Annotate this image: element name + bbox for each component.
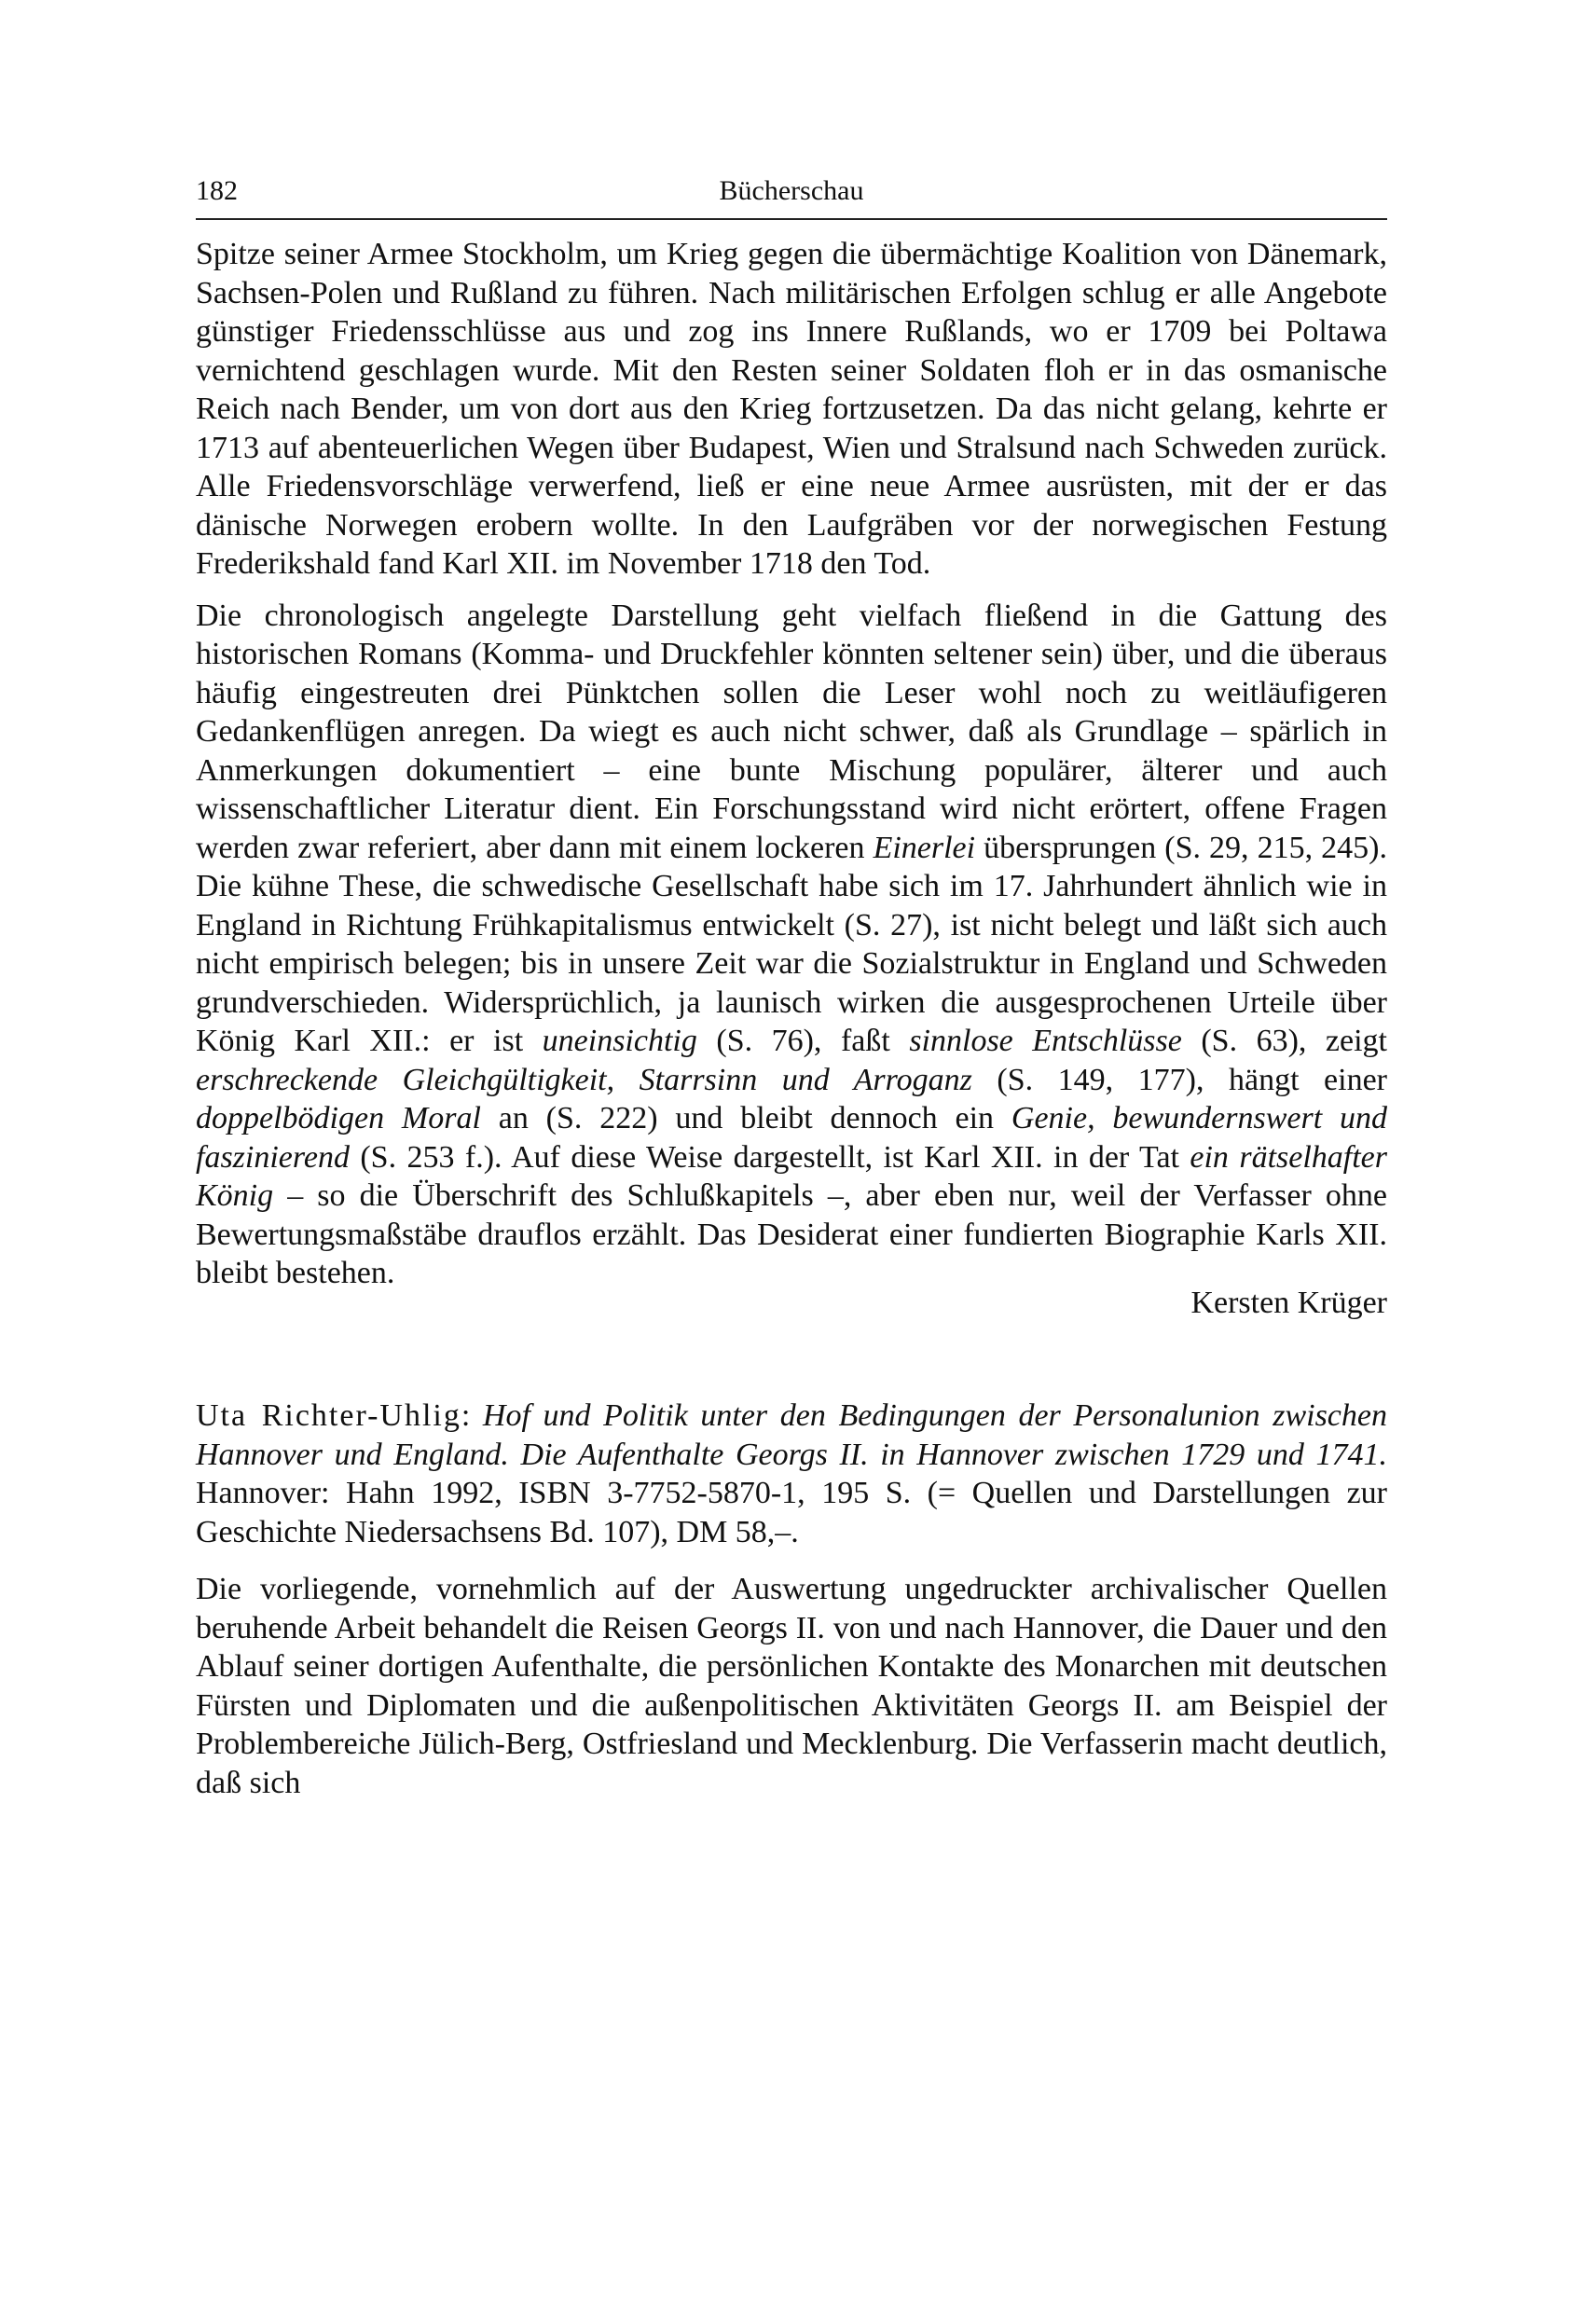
italic-run: erschreckende Gleichgültigkeit, Starrsinn und Arroganz	[196, 1062, 972, 1097]
italic-run: Einerlei	[873, 830, 976, 865]
author-name: Uta Richter-Uhlig	[196, 1398, 461, 1433]
text-run: – so die Überschrift des Schlußkapitels –, aber eben nur, weil der Verfasser ohne Bewertungsmaßstäbe drauflos erzählt. Das Desiderat einer fundierten Biographie Karls XII. bleibt bestehen.	[196, 1178, 1387, 1290]
running-head	[196, 170, 1387, 220]
text-run: :	[461, 1398, 483, 1433]
review-1-paragraph-1: Spitze seiner Armee Stockholm, um Krieg gegen die übermächtige Koalition von Dänemark, Sachsen-Polen und Rußland zu führen. Nach militärischen Erfolgen schlug er alle Angebote günstiger Friedensschlüsse aus und zog ins Innere Rußlands, wo er 1709 bei Poltawa vernichtend geschlagen wurde. Mit den Resten seiner Soldaten floh er in das osmanische Reich nach Bender, um von dort aus den Krieg fortzusetzen. Da das nicht gelang, kehrte er 1713 auf abenteuerlichen Wegen über Budapest, Wien und Stralsund nach Schweden zurück. Alle Friedensvorschläge verwerfend, ließ er eine neue Armee ausrüsten, mit der er das dänische Norwegen erobern wollte. In den Laufgräben vor der norwegischen Festung Frederikshald fand Karl XII. im November 1718 den Tod.	[196, 237, 1387, 581]
text-run: (S. 149, 177), hängt einer	[971, 1062, 1387, 1097]
italic-run: Genie, bewundernswert und faszinierend	[196, 1101, 1388, 1175]
text-run: (S. 253 f.). Auf diese Weise dargestellt, ist Karl XII. in der Tat	[349, 1139, 1190, 1175]
page-number: 182	[196, 175, 238, 206]
text-run: (S. 63), zeigt	[1181, 1024, 1387, 1058]
review-1-paragraph-2	[196, 597, 1387, 1293]
publication-details: Hannover: Hahn 1992, ISBN 3-7752-5870-1, 195 S. (= Quellen und Darstellungen zur Geschichte Niedersachsens Bd. 107), DM 58,–.	[196, 1476, 1387, 1549]
text-run: Die chronologisch angelegte Darstellung geht vielfach fließend in die Gattung des historischen Romans (Komma- und Druckfehler könnten seltener sein) über, und die überaus häufig eingestreuten drei Pünktchen sollen die Leser wohl noch zu weitläufigeren Gedankenflügen anregen. Da wiegt es auch nicht schwer, daß als Grundlage – spärlich in Anmerkungen dokumentiert – eine bunte Mischung populärer, älterer und auch wissenschaftlicher Literatur dient. Ein Forschungsstand wird nicht erörtert, offene Fragen werden zwar referiert, aber dann mit einem lockeren	[196, 598, 1387, 865]
italic-run: doppelbödigen Moral	[196, 1101, 481, 1135]
review-2-paragraph-1: Die vorliegende, vornehmlich auf der Auswertung ungedruckter archivalischer Quellen beruhende Arbeit behandelt die Reisen Georgs II. von und nach Hannover, die Dauer und den Ablauf seiner dortigen Aufenthalte, die persönlichen Kontakte des Monarchen mit deutschen Fürsten und Diplomaten und die außenpolitischen Aktivitäten Georgs II. am Beispiel der Problembereiche Jülich-Berg, Ostfriesland und Mecklenburg. Die Verfasserin macht deutlich, daß sich	[196, 1572, 1387, 1800]
book-page	[196, 170, 1387, 1802]
book-title: Hof und Politik unter den Bedingungen der Personalunion zwischen Hannover und England. Die Aufenthalte Georgs II. in Hannover zwischen 1729 und 1741.	[196, 1398, 1387, 1472]
text-run: an (S. 222) und bleibt dennoch ein	[480, 1101, 1011, 1135]
text-run: (S. 76), faßt	[696, 1024, 910, 1058]
reviewer-signature: Kersten Krüger	[1190, 1285, 1387, 1320]
text-run: übersprungen (S. 29, 215, 245). Die kühne These, die schwedische Gesellschaft habe sich im 17. Jahrhundert ähnlich wie in England in Richtung Frühkapitalismus entwickelt (S. 27), ist nicht belegt und läßt sich auch nicht empirisch belegen; bis in unsere Zeit war die Sozialstruktur in England und Schweden grundverschieden. Widersprüchlich, ja launisch wirken die ausgesprochenen Urteile über König Karl XII.: er ist	[196, 830, 1387, 1058]
review-2	[196, 1397, 1387, 1802]
bibliographic-citation	[196, 1397, 1387, 1551]
section-title: Bücherschau	[719, 175, 864, 206]
italic-run: uneinsichtig	[542, 1024, 697, 1058]
italic-run: ein rätselhafter König	[196, 1139, 1387, 1213]
italic-run: sinnlose Entschlüsse	[909, 1024, 1182, 1058]
